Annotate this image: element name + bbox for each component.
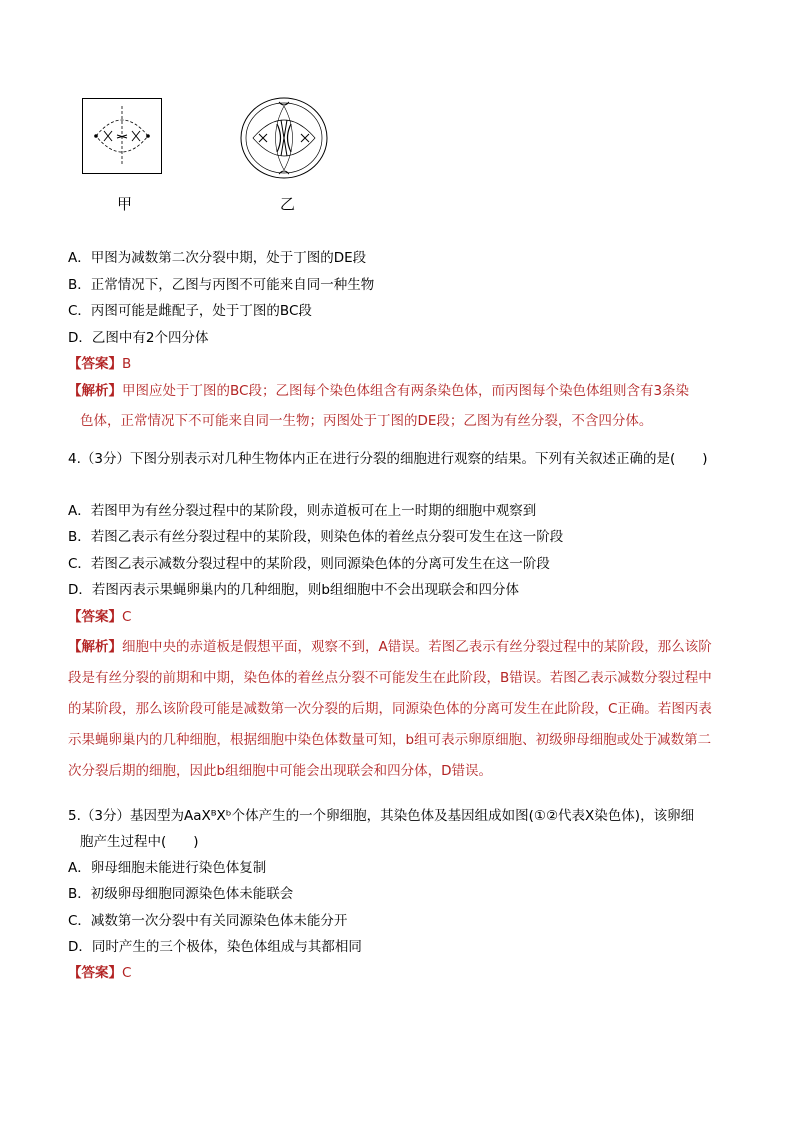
answer-value: C [122, 609, 132, 625]
q4-option-c: C．若图乙表示减数分裂过程中的某阶段，则同源染色体的分离可发生在这一阶段 [68, 556, 550, 572]
figure-yi [239, 96, 329, 180]
figure-jia-label: 甲 [117, 195, 133, 213]
q3-option-a: A．甲图为减数第二次分裂中期，处于丁图的DE段 [68, 250, 367, 266]
q4-option-b: B．若图乙表示有丝分裂过程中的某阶段，则染色体的着丝点分裂可发生在这一阶段 [68, 529, 564, 545]
analysis-text: 细胞中央的赤道板是假想平面，观察不到，A错误。若图乙表示有丝分裂过程中的某阶段，那么该阶段是有丝分裂的前期和中期，染色体的着丝点分裂不可能发生在此阶段，B错误。若图乙表示减数分裂过程中的某阶段，那么该阶段可能是减数第一次分裂的后期，同源染色体的分离可发生在此阶段，C正确。若图丙表示果蝇卵巢内的几种细胞，根据细胞中染色体数量可知，b组可表示卵原细胞、初级卵母细胞或处于减数第二次分裂后期的细胞，因此b组细胞中可能会出现联会和四分体，D错误。 [68, 639, 712, 779]
q5-option-c: C．减数第一次分裂中有关同源染色体未能分开 [68, 913, 348, 929]
analysis-text: 甲图应处于丁图的BC段；乙图每个染色体组含有两条染色体，而丙图每个染色体组则含有3条染 [122, 383, 690, 399]
answer-value: B [122, 356, 132, 372]
q3-option-c: C．丙图可能是雌配子，处于丁图的BC段 [68, 303, 312, 319]
q3-analysis-line1 [68, 381, 689, 401]
answer-tag: 【答案】 [68, 965, 122, 981]
analysis-tag: 【解析】 [68, 639, 122, 655]
q3-analysis-line2: 色体，正常情况下不可能来自同一生物；丙图处于丁图的DE段；乙图为有丝分裂，不含四分体。 [80, 413, 653, 429]
q5-option-d: D．同时产生的三个极体，染色体组成与其都相同 [68, 939, 362, 955]
q3-answer [68, 354, 131, 374]
figure-jia [82, 98, 162, 174]
answer-tag: 【答案】 [68, 609, 122, 625]
analysis-tag: 【解析】 [68, 383, 122, 399]
q4-option-a: A．若图甲为有丝分裂过程中的某阶段，则赤道板可在上一时期的细胞中观察到 [68, 503, 537, 519]
q5-option-a: A．卵母细胞未能进行染色体复制 [68, 860, 267, 876]
answer-value: C [122, 965, 132, 981]
q5-stem-line1: 5.（3分）基因型为AaXᴮXᵇ个体产生的一个卵细胞，其染色体及基因组成如图(①②代表X染色体)，该卵细 [68, 808, 695, 824]
q5-option-b: B．初级卵母细胞同源染色体未能联会 [68, 886, 294, 902]
q5-answer [68, 963, 131, 983]
q4-stem: 4.（3分）下图分别表示对几种生物体内正在进行分裂的细胞进行观察的结果。下列有关叙述正确的是( ) [68, 451, 708, 467]
q4-analysis [68, 632, 716, 787]
q3-option-d: D．乙图中有2个四分体 [68, 330, 209, 346]
answer-tag: 【答案】 [68, 356, 122, 372]
q4-answer [68, 607, 131, 627]
q4-option-d: D．若图丙表示果蝇卵巢内的几种细胞，则b组细胞中不会出现联会和四分体 [68, 582, 519, 598]
q5-stem-line2: 胞产生过程中( ) [80, 834, 199, 850]
figure-yi-label: 乙 [280, 195, 296, 213]
q3-option-b: B．正常情况下，乙图与丙图不可能来自同一种生物 [68, 277, 375, 293]
